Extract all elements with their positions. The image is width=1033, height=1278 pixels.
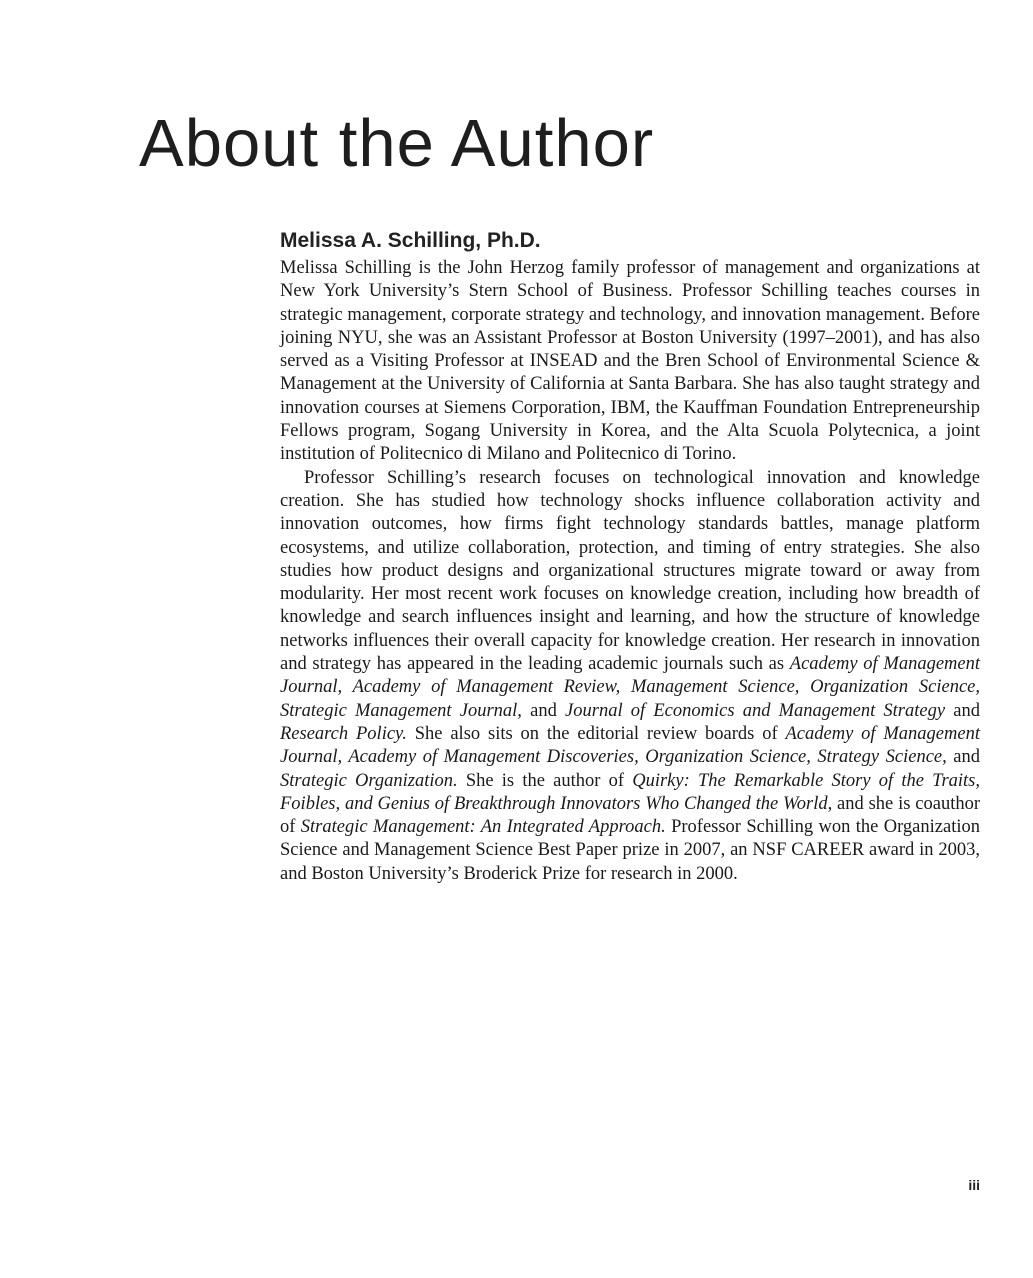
- author-name: Melissa A. Schilling, Ph.D.: [280, 229, 541, 252]
- bio-text: Professor Schilling won the Organization Science and Management Science Best Paper prize in 2007, an NSF CAREER award in 2003, and Boston University’s Broderick Prize for research in 2000.: [280, 817, 980, 884]
- journal-list-italic: Academy of Management Journal, Academy of Management Discoveries, Organization Science, Strategy Science,: [280, 723, 980, 768]
- bio-paragraph-1: Melissa Schilling is the John Herzog family professor of management and organizations at New York University’s Stern School of Business. Professor Schilling teaches courses in strategic management, corporate strategy and technology, and innovation management. Before joining NYU, she was an Assistant Professor at Boston University (1997–2001), and has also served as a Visiting Professor at INSEAD and the Bren School of Environmental Science & Management at the University of California at Santa Barbara. She has also taught strategy and innovation courses at Siemens Corporation, IBM, the Kauffman Foundation Entrepreneurship Fellows program, Sogang University in Korea, and the Alta Scuola Polytecnica, a joint institution of Politecnico di Milano and Politecnico di Torino.: [280, 258, 980, 465]
- bio-text: and she is coauthor of: [280, 793, 980, 838]
- author-section: [280, 228, 980, 886]
- bio-text: She also sits on the editorial review boards of: [406, 723, 786, 744]
- bio-text: and: [945, 700, 980, 721]
- journal-title-italic: Journal of Economics and Management Strategy: [565, 700, 946, 721]
- bio-text: Professor Schilling’s research focuses on technological innovation and knowledge creation. She has studied how technology shocks influence collaboration activity and innovation outcomes, how firms fight technology standards battles, manage platform ecosystems, and utilize collaboration, protection, and timing of entry strategies. She also studies how product designs and organizational structures migrate toward or away from modularity. Her most recent work focuses on knowledge creation, including how breadth of knowledge and search influences insight and learning, and how the structure of knowledge networks influences their overall capacity for knowledge creation. Her research in innovation and strategy has appeared in the leading academic journals such as: [280, 467, 980, 675]
- page-number: iii: [968, 1177, 980, 1193]
- journal-list-italic: Academy of Management Journal, Academy of Management Review, Management Science, Organization Science, Strategic Management Journal,: [280, 654, 980, 721]
- book-title-italic: Quirky: The Remarkable Story of the Traits, Foibles, and Genius of Breakthrough Innovators Who Changed the World,: [280, 770, 980, 814]
- journal-title-italic: Research Policy.: [280, 723, 407, 744]
- journal-title-italic: Strategic Organization.: [280, 770, 458, 791]
- bio-text: and: [946, 747, 980, 768]
- book-title-italic: Strategic Management: An Integrated Approach.: [300, 817, 666, 838]
- page-title: About the Author: [139, 106, 655, 181]
- bio-paragraph-2: [280, 467, 980, 886]
- author-bio: [280, 257, 980, 886]
- bio-text: She is the author of: [457, 770, 633, 791]
- bio-text: and: [521, 700, 566, 721]
